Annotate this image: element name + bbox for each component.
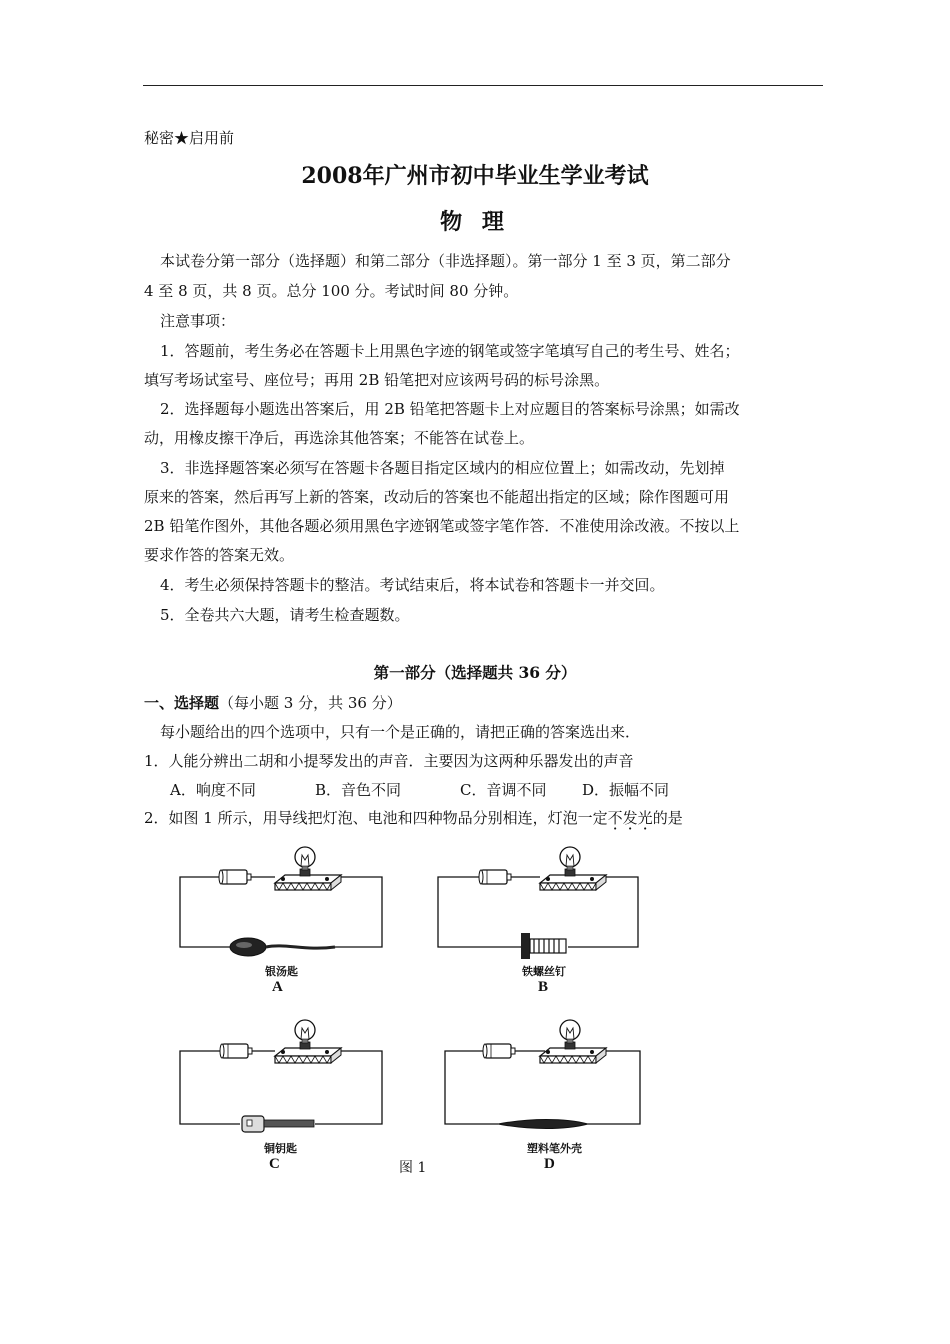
q2-emph-1: 不 — [607, 809, 623, 827]
notice-line: 动，用橡皮擦干净后，再选涂其他答案；不能答在试卷上。 — [144, 429, 535, 447]
circuit-d — [445, 1020, 640, 1129]
circuit-diagrams — [170, 835, 690, 1180]
panel-d-letter: D — [544, 1156, 555, 1172]
q2-stem-before: 2．如图 1 所示，用导线把灯泡、电池和四种物品分别相连，灯泡一定 — [144, 809, 608, 827]
figure-caption: 图 1 — [399, 1160, 427, 1176]
notice-line: 5．全卷共六大题，请考生检查题数。 — [160, 606, 410, 624]
section-note: （每小题 3 分，共 36 分） — [219, 694, 402, 712]
panel-b-letter: B — [538, 979, 549, 995]
notice-line: 2B 铅笔作图外，其他各题必须用黑色字迹钢笔或签字笔作答．不准使用涂改液。不按以上 — [144, 517, 740, 535]
q1-stem: 1．人能分辨出二胡和小提琴发出的声音．主要因为这两种乐器发出的声音 — [144, 752, 634, 770]
q1-option-a: A．响度不同 — [170, 781, 256, 799]
notice-line: 原来的答案，然后再写上新的答案，改动后的答案也不能超出指定的区域；除作图题可用 — [144, 488, 730, 506]
circuit-a — [180, 847, 382, 956]
instruction: 每小题给出的四个选项中，只有一个是正确的，请把正确的答案选出来． — [160, 723, 641, 741]
figure-1 — [170, 835, 690, 1180]
notice-line: 4．考生必须保持答题卡的整洁。考试结束后，将本试卷和答题卡一并交回。 — [160, 576, 665, 594]
exam-title: 2008年广州市初中毕业生学业考试 — [301, 163, 649, 189]
section-heading — [144, 693, 402, 713]
panel-c-letter: C — [269, 1156, 280, 1172]
notice-line: 2．选择题每小题选出答案后，用 2B 铅笔把答题卡上对应题目的答案标号涂黑；如需改 — [160, 400, 740, 418]
panel-d-item-label: 塑料笔外壳 — [527, 1142, 582, 1155]
q2-emph-2: 发 — [622, 809, 638, 827]
q2-emph-3: 光 — [637, 809, 653, 827]
intro-line-2: 4 至 8 页，共 8 页。总分 100 分。考试时间 80 分钟。 — [144, 282, 519, 300]
part-title: 第一部分（选择题共 36 分） — [373, 663, 577, 682]
q2-stem — [144, 808, 683, 828]
section-head: 一、选择题 — [144, 694, 220, 712]
panel-c-item-label: 铜钥匙 — [264, 1142, 297, 1155]
secret-label: 秘密★启用前 — [144, 129, 235, 147]
header-rule — [143, 85, 823, 86]
panel-b-item-label: 铁螺丝钉 — [522, 965, 566, 978]
subject-title: 物 理 — [440, 209, 510, 235]
panel-a-item-label: 银汤匙 — [265, 965, 298, 978]
notice-line: 1．答题前，考生务必在答题卡上用黑色字迹的钢笔或签字笔填写自己的考生号、姓名； — [160, 342, 740, 360]
q2-stem-after: 的是 — [652, 809, 683, 827]
q1-option-b: B．音色不同 — [315, 781, 402, 799]
q1-option-c: C．音调不同 — [460, 781, 547, 799]
notice-line: 填写考场试室号、座位号；再用 2B 铅笔把对应该两号码的标号涂黑。 — [144, 371, 610, 389]
notice-title: 注意事项： — [160, 312, 236, 330]
q1-option-d: D．振幅不同 — [582, 781, 670, 799]
panel-a-letter: A — [272, 979, 283, 995]
intro-line-1: 本试卷分第一部分（选择题）和第二部分（非选择题）。第一部分 1 至 3 页，第二部分 — [160, 252, 731, 270]
circuit-b — [438, 847, 638, 959]
notice-line: 3．非选择题答案必须写在答题卡各题目指定区域内的相应位置上；如需改动，先划掉 — [160, 459, 725, 477]
notice-line: 要求作答的答案无效。 — [144, 546, 295, 564]
circuit-c — [180, 1020, 382, 1132]
